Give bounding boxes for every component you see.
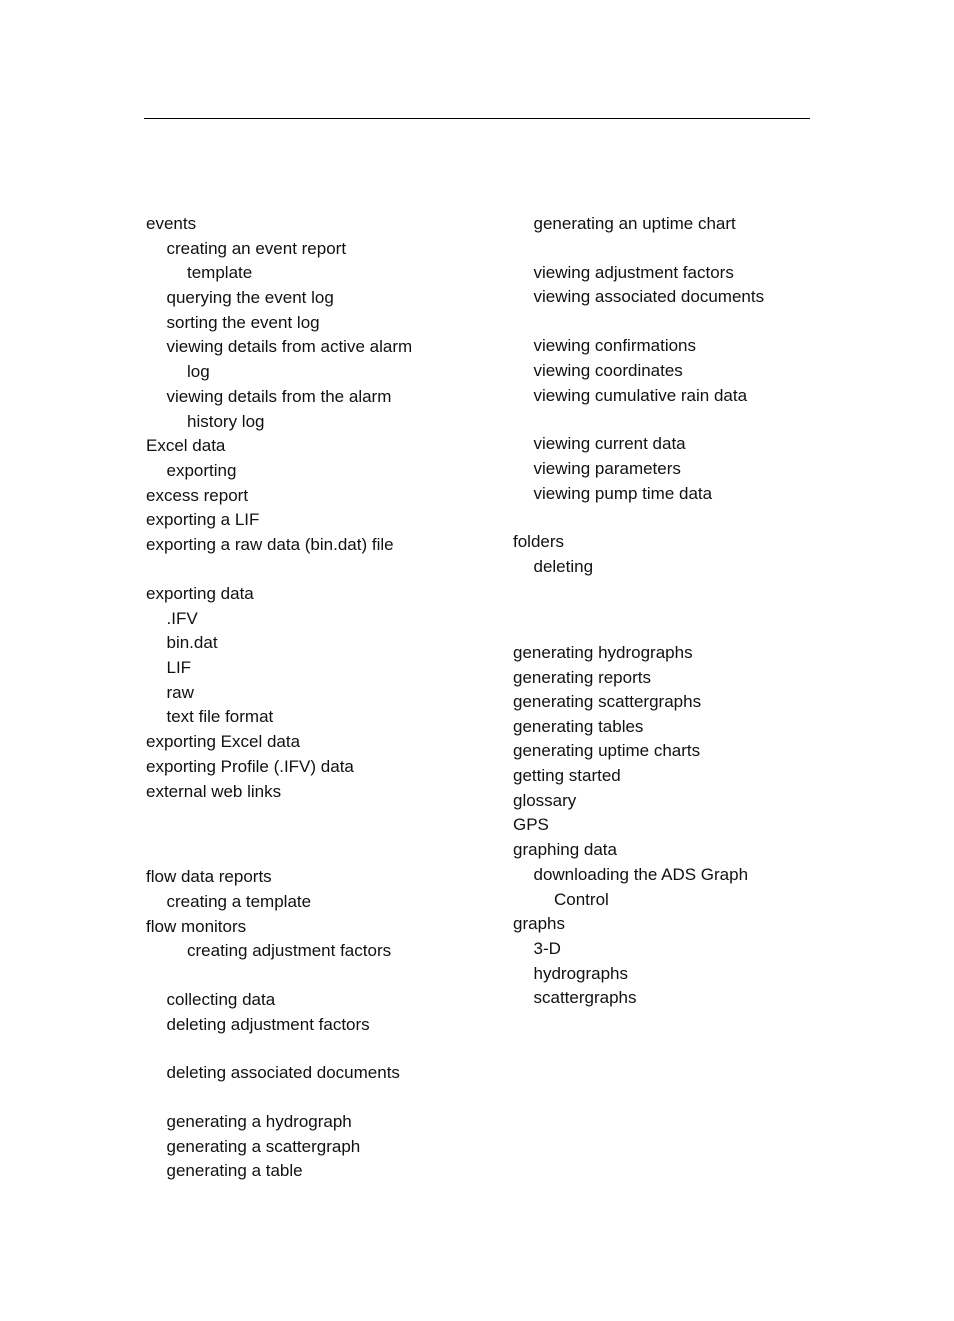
index-subentry: downloading the ADS Graph [533, 865, 749, 884]
index-subentry: hydrographs [533, 964, 629, 983]
index-subentry: creating an event report [166, 239, 347, 258]
index-entry: generating uptime charts [513, 741, 701, 760]
index-entry: generating tables [513, 717, 644, 736]
index-subentry: LIF [166, 658, 192, 677]
index-subentry: viewing confirmations [533, 336, 697, 355]
index-subentry: collecting data [166, 990, 276, 1009]
index-subentry: raw [166, 683, 194, 702]
index-entry: exporting a raw data (bin.dat) file [146, 535, 394, 554]
index-entry: folders [513, 532, 565, 551]
index-subentry: bin.dat [166, 633, 218, 652]
index-subentry: creating adjustment factors [187, 941, 392, 960]
index-subentry: generating a scattergraph [166, 1137, 361, 1156]
index-subentry: sorting the event log [166, 313, 320, 332]
index-entry: getting started [513, 766, 621, 785]
index-subentry: Control [554, 890, 609, 909]
index-entry: generating reports [513, 668, 651, 687]
index-entry: exporting Profile (.IFV) data [146, 757, 354, 776]
index-subentry: viewing adjustment factors [533, 263, 734, 282]
index-entry: flow monitors [146, 917, 247, 936]
index-subentry: log [187, 362, 210, 381]
index-entry: Excel data [146, 436, 226, 455]
index-subentry: .IFV [166, 609, 198, 628]
index-entry: excess report [146, 486, 249, 505]
index-subentry: generating a table [166, 1161, 303, 1180]
index-entry: events [146, 214, 197, 233]
header-rule [144, 118, 810, 119]
index-subentry: generating a hydrograph [166, 1112, 352, 1131]
index-entry: glossary [513, 791, 577, 810]
index-entry: graphing data [513, 840, 617, 859]
index-entry: exporting data [146, 584, 254, 603]
index-entry: generating hydrographs [513, 643, 693, 662]
index-entry: GPS [513, 815, 549, 834]
index-subentry: history log [187, 412, 265, 431]
index-subentry: deleting associated documents [166, 1063, 400, 1082]
index-subentry: viewing associated documents [533, 287, 765, 306]
index-subentry: 3-D [533, 939, 561, 958]
index-entry: exporting a LIF [146, 510, 260, 529]
index-entry: generating scattergraphs [513, 692, 702, 711]
index-subentry: exporting [166, 461, 237, 480]
index-subentry: creating a template [166, 892, 312, 911]
index-subentry: viewing details from the alarm [166, 387, 392, 406]
index-subentry: generating an uptime chart [533, 214, 736, 233]
index-entry: flow data reports [146, 867, 272, 886]
index-subentry: deleting adjustment factors [166, 1015, 370, 1034]
index-subentry: deleting [533, 557, 594, 576]
index-subentry: template [187, 263, 253, 282]
index-entry: exporting Excel data [146, 732, 301, 751]
index-subentry: querying the event log [166, 288, 334, 307]
index-subentry: viewing current data [533, 434, 686, 453]
index-subentry: scattergraphs [533, 988, 637, 1007]
index-subentry: viewing pump time data [533, 484, 713, 503]
index-subentry: viewing cumulative rain data [533, 386, 748, 405]
index-subentry: viewing parameters [533, 459, 681, 478]
index-entry: graphs [513, 914, 565, 933]
index-entry: external web links [146, 782, 282, 801]
index-subentry: viewing coordinates [533, 361, 683, 380]
index-subentry: viewing details from active alarm [166, 337, 413, 356]
index-subentry: text file format [166, 707, 274, 726]
